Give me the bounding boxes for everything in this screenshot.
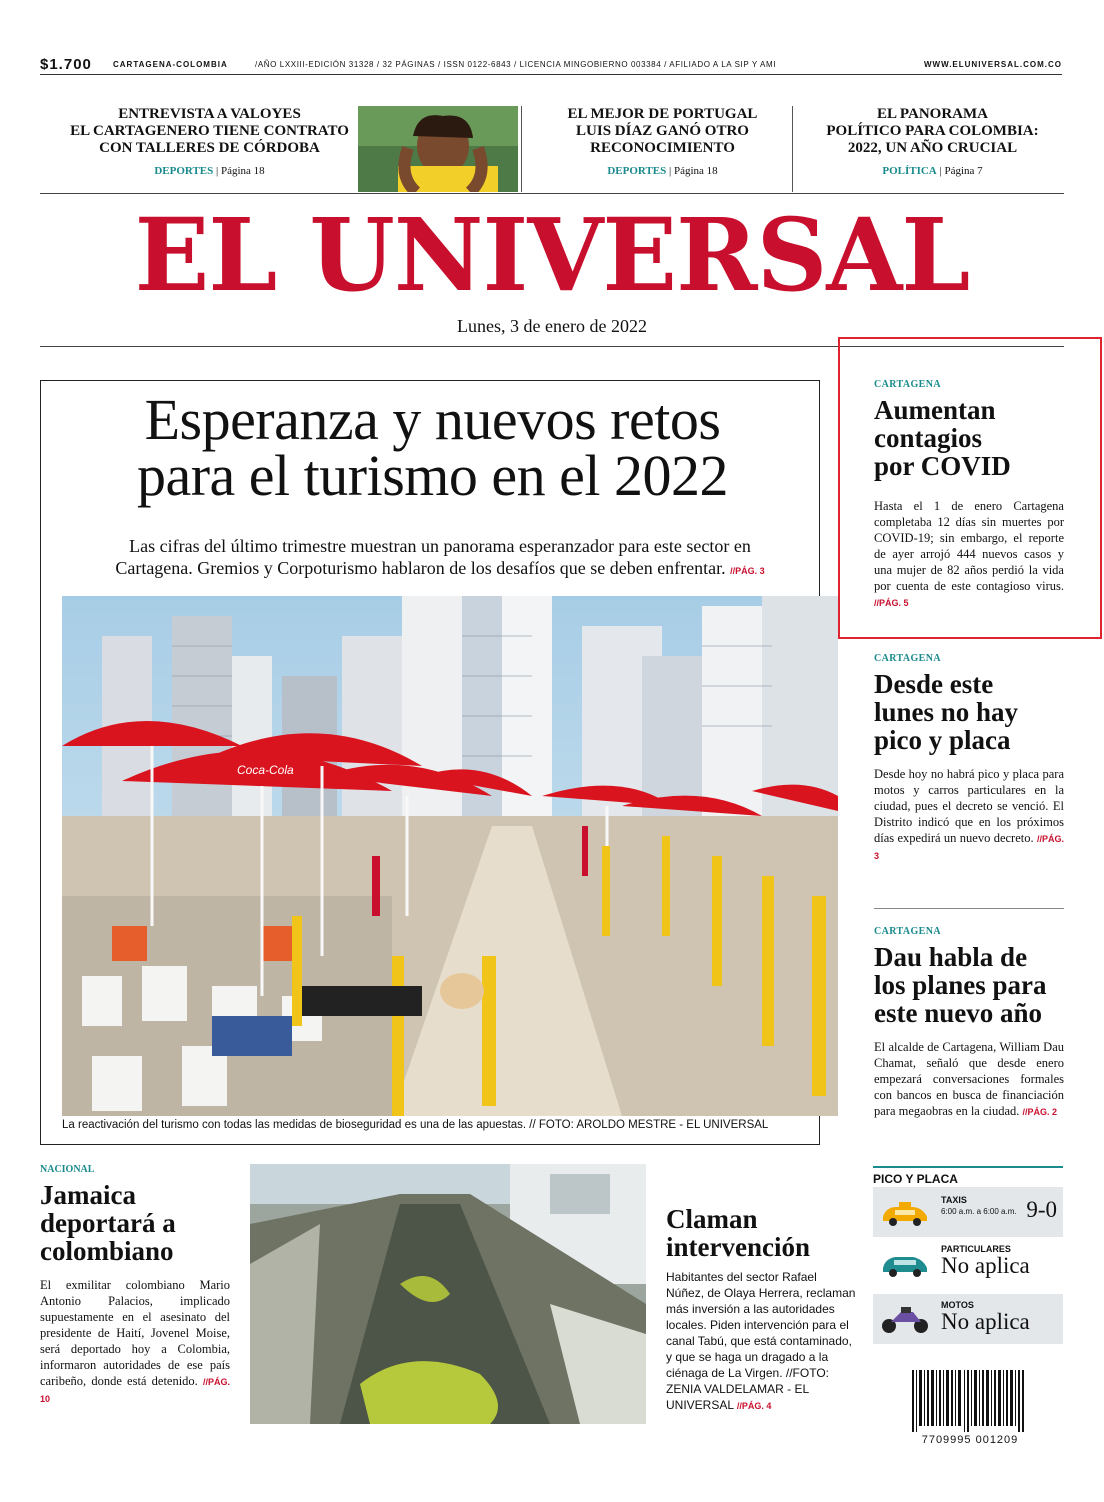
story-body: Desde hoy no habrá pico y placa para motos y carros particulares en la ciudad, pues el decreto se venció. El Distrito indicó que en los próximos días expedirá un nuevo decreto. //PÁG. 3 xyxy=(874,767,1064,861)
story-headline: Dau habla de los planes para este nuevo año xyxy=(874,942,1047,1028)
masthead-logo: EL UNIVERSAL xyxy=(134,196,970,314)
canal-photo xyxy=(250,1164,646,1424)
story-headline: Desde este lunes no hay pico y placa xyxy=(874,669,1019,755)
website-link[interactable]: WWW.ELUNIVERSAL.COM.CO xyxy=(924,60,1062,69)
story-body: El alcalde de Cartagena, William Dau Chamat, señaló que desde enero empezará conversaciones formales con bancos en busca de financiación para megaobras en la ciudad. //PÁG. 2 xyxy=(874,1040,1064,1118)
story-covid[interactable] xyxy=(874,379,1064,611)
section-label: NACIONAL xyxy=(40,1164,95,1175)
date-line: Lunes, 3 de enero de 2022 xyxy=(457,316,647,336)
barcode-number: 7709995 001209 xyxy=(921,1434,1019,1446)
pyp-row-taxis: TAXIS 6:00 a.m. a 6:00 a.m. 9-0 xyxy=(873,1187,1063,1237)
car-icon xyxy=(879,1252,931,1278)
story-body: Hasta el 1 de enero Cartagena completaba 12 días sin muertes por COVID-19; sin embargo, el reporte de ayer arrojó 444 nuevos casos y una mujer de 82 años perdió la vida por cuenta de este contagioso virus. //PÁG. 5 xyxy=(874,499,1064,608)
teaser-valoyes[interactable]: ENTREVISTA A VALOYES EL CARTAGENERO TIENE CONTRATO CON TALLERES DE CÓRDOBA DEPORTES | Página 18 xyxy=(70,106,349,177)
story-body: El exmilitar colombiano Mario Antonio Palacios, implicado supuestamente en el asesinato del presidente de Haití, Jovenel Moise, será deportado hoy a Colombia, informaron autoridades de ese país caribeño, donde está detenido. //PÁG. 10 xyxy=(40,1278,230,1404)
pico-placa-title: PICO Y PLACA xyxy=(873,1166,1063,1186)
teaser-photo-player xyxy=(358,106,518,192)
story-headline: Jamaica deportará a colombiano xyxy=(40,1180,176,1266)
motorcycle-icon xyxy=(879,1304,931,1334)
section-label: CARTAGENA xyxy=(874,379,941,390)
main-deck: Las cifras del último trimestre muestran un panorama esperanzador para este sector en Cartagena. Gremios y Corpoturismo hablaron de los desafíos que se deben enfrentar. //PÁG. 3 xyxy=(115,536,765,578)
divider xyxy=(792,106,793,192)
divider xyxy=(874,908,1064,909)
taxi-icon xyxy=(879,1201,931,1227)
story-pico-placa[interactable] xyxy=(874,653,1064,864)
city-label: CARTAGENA-COLOMBIA xyxy=(113,60,228,69)
barcode-icon xyxy=(912,1370,1024,1438)
divider xyxy=(521,106,522,192)
story-claman[interactable] xyxy=(666,1205,856,1414)
section-label: CARTAGENA xyxy=(874,653,941,664)
story-headline: Aumentan contagios por COVID xyxy=(874,395,1011,481)
story-headline: Claman intervención xyxy=(666,1204,810,1262)
edition-info: /AÑO LXXIII-EDICIÓN 31328 / 32 PÁGINAS / ISSN 0122-6843 / LICENCIA MINGOBIERNO 003384 / AFILIADO A LA SIP Y AMI xyxy=(255,60,777,69)
teaser-panorama[interactable]: EL PANORAMA POLÍTICO PARA COLOMBIA: 2022, UN AÑO CRUCIAL POLÍTICA | Página 7 xyxy=(826,106,1039,177)
pyp-row-motos: MOTOS No aplica xyxy=(873,1294,1063,1344)
pyp-row-particulares: PARTICULARES No aplica xyxy=(873,1238,1063,1288)
main-headline[interactable]: Esperanza y nuevos retos para el turismo en el 2022 xyxy=(137,387,728,508)
story-dau[interactable] xyxy=(874,926,1064,1120)
price: $1.700 xyxy=(40,56,92,73)
teaser-rule xyxy=(40,193,1064,194)
story-body: Habitantes del sector Rafael Núñez, de Olaya Herrera, reclaman más inversión a las autoridades locales. Piden intervención para el canal Tabú, que está contaminado, y que se haga un dragado a la ciénaga de La Virgen. //FOTO: ZENIA VALDELAMAR - EL UNIVERSAL //PÁG. 4 xyxy=(666,1270,856,1412)
main-photo-beach xyxy=(62,596,838,1116)
photo-caption: La reactivación del turismo con todas las medidas de bioseguridad es una de las apuestas. // FOTO: AROLDO MESTRE - EL UNIVERSAL xyxy=(62,1119,769,1131)
story-jamaica[interactable] xyxy=(40,1164,230,1407)
section-label: CARTAGENA xyxy=(874,926,941,937)
umbrella-logo-text: Coca-Cola xyxy=(237,763,294,777)
teaser-luis-diaz[interactable]: EL MEJOR DE PORTUGAL LUIS DÍAZ GANÓ OTRO RECONOCIMIENTO DEPORTES | Página 18 xyxy=(567,106,758,177)
